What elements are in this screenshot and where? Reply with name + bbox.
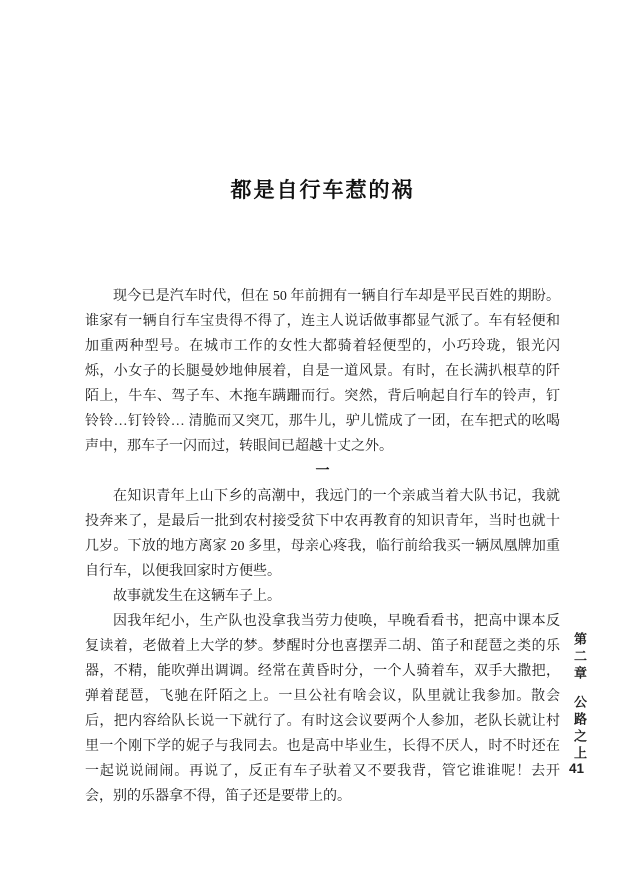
- paragraph-group-top: [85, 284, 560, 459]
- chapter-number-label: 第二章: [572, 632, 587, 683]
- paragraph-group-bottom: [85, 484, 560, 809]
- paragraph: 现今已是汽车时代，但在 50 年前拥有一辆自行车却是平民百姓的期盼。谁家有一辆自行车宝贵得不得了，连主人说话做事都显气派了。车有轻便和加重两种型号。在城市工作的女性大都骑着轻便型的，小巧玲珑，银光闪烁，小女子的长腿曼妙地伸展着，自是一道风景。有时，在长满扒根草的阡陌上，牛车、驾子车、木拖车蹒跚而行。突然，背后响起自行车的铃声，钉铃铃…钉铃铃… 清脆而又突兀，那牛儿，驴儿慌成了一团，在车把式的吆喝声中，那车子一闪而过，转眼间已超越十丈之外。: [85, 289, 560, 454]
- chapter-sidebar: [570, 632, 589, 762]
- body-text: [85, 284, 560, 809]
- section-divider: 一: [315, 464, 330, 479]
- paragraph: 因我年纪小，生产队也没拿我当劳力使唤，早晚看看书，把高中课本反复读着，老做着上大学的梦。梦醒时分也喜摆弄二胡、笛子和琵琶之类的乐器，不精，能吹弹出调调。经常在黄昏时分，一个人骑着车，双手大撒把，弹着琵琶，飞驰在阡陌之上。一旦公社有啥会议，队里就让我参加。散会后，把内容给队长说一下就行了。有时这会议要两个人参加，老队长就让村里一个刚下学的妮子与我同去。也是高中毕业生，长得不厌人，时不时还在一起说说闹闹。再说了，反正有车子驮着又不要我背，管它谁谁呢！去开会，别的乐器拿不得，笛子还是要带上的。: [85, 614, 560, 804]
- chapter-title-label: 公路之上: [572, 695, 587, 763]
- page-number: 41: [569, 761, 585, 776]
- paragraph: 在知识青年上山下乡的高潮中，我远门的一个亲戚当着大队书记，我就投奔来了，是最后一批到农村接受贫下中农再教育的知识青年，当时也就十几岁。下放的地方离家 20 多里，母亲心疼我，临行前给我买一辆凤凰牌加重自行车，以便我回家时方便些。: [85, 489, 560, 579]
- page-title: 都是自行车惹的祸: [230, 178, 415, 202]
- paragraph: 故事就发生在这辆车子上。: [113, 589, 281, 604]
